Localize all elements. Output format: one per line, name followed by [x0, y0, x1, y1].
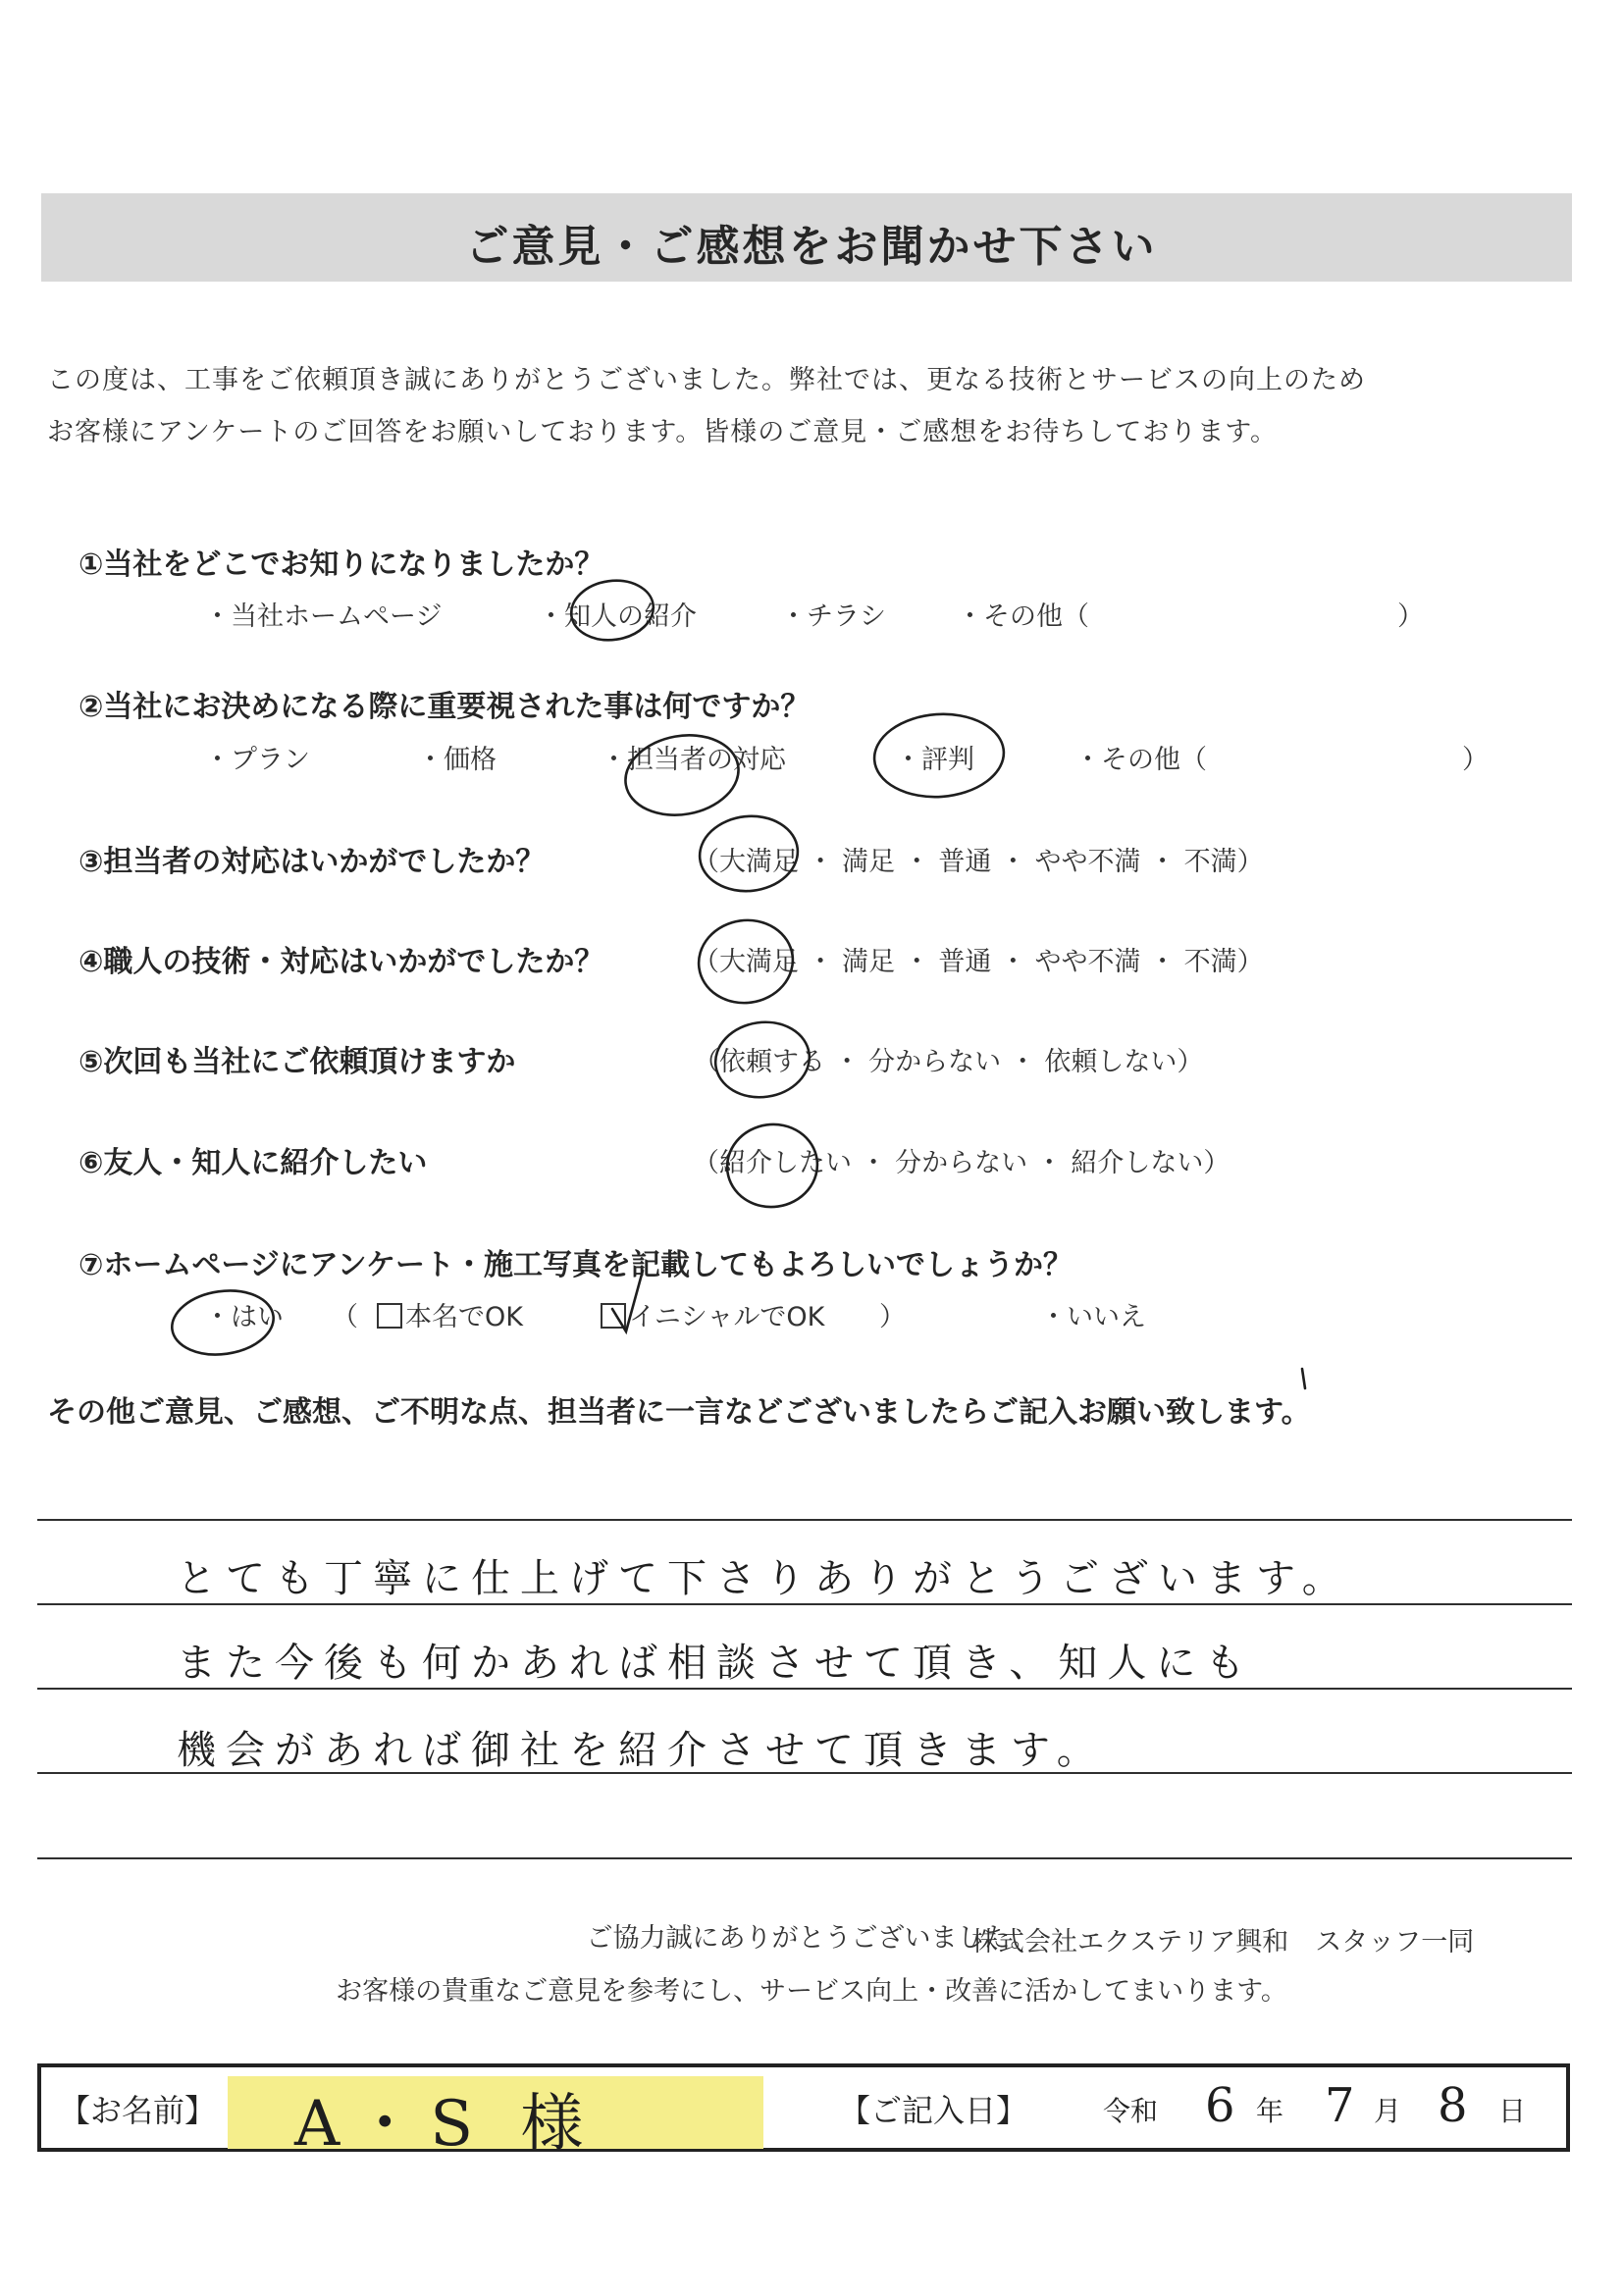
answer-circle: [168, 1284, 278, 1361]
thanks-line-1: ご協力誠にありがとうございました。: [586, 1923, 1037, 1954]
q2-option-other[interactable]: ・その他（: [1074, 745, 1207, 775]
comment-line-2[interactable]: また今後も何かあれば相談させて頂き、知人にも: [177, 1641, 1255, 1686]
question-3: ③担当者の対応はいかがでしたか？: [79, 845, 546, 879]
answer-circle: [567, 575, 657, 645]
q7-option-no[interactable]: ・いいえ: [1040, 1302, 1146, 1332]
q2-other-close: ）: [1462, 745, 1489, 775]
answer-circle: [871, 709, 1007, 801]
date-month[interactable]: 7: [1325, 2078, 1355, 2133]
thanks-line-2: お客様の貴重なご意見を参考にし、サービス向上・改善に活かしてまいります。: [336, 1976, 1287, 2007]
q2-option-reputation[interactable]: ・評判: [895, 745, 974, 775]
q6-rating-scale[interactable]: （紹介したい ・ 分からない ・ 紹介しない）: [693, 1148, 1230, 1178]
date-month-unit: 月: [1374, 2095, 1402, 2127]
date-era: 令和: [1103, 2095, 1159, 2127]
customer-name[interactable]: A・S 様: [294, 2088, 598, 2161]
date-day-unit: 日: [1498, 2095, 1527, 2127]
company-footer: 株式会社エクステリア興和 スタッフ一同: [971, 1927, 1475, 1957]
q7-close-paren: ）: [879, 1302, 906, 1332]
answer-circle: [696, 811, 801, 896]
q2-option-price[interactable]: ・価格: [417, 745, 497, 775]
q7-option-yes[interactable]: ・はい: [204, 1302, 284, 1332]
date-year-unit: 年: [1256, 2095, 1284, 2127]
question-7: ⑦ホームページにアンケート・施工写真を記載してもよろしいでしょうか？: [79, 1248, 1073, 1282]
question-2: ②当社にお決めになる際に重要視された事は何ですか？: [79, 690, 811, 724]
intro-line-1: この度は、工事をご依頼頂き誠にありがとうございました。弊社では、更なる技術とサービスの向上のため: [47, 365, 1366, 395]
page-title: ご意見・ご感想をお聞かせ下さい: [465, 222, 1158, 272]
q5-rating-scale[interactable]: （依頼する ・ 分からない ・ 依頼しない）: [693, 1047, 1204, 1077]
q1-option-flyer[interactable]: ・チラシ: [780, 601, 886, 632]
q1-option-homepage[interactable]: ・当社ホームページ: [204, 601, 443, 632]
answer-circle: [722, 1119, 823, 1213]
date-day[interactable]: 8: [1438, 2078, 1468, 2133]
q2-option-staff-response[interactable]: ・担当者の対応: [601, 745, 786, 775]
question-4: ④職人の技術・対応はいかがでしたか？: [79, 945, 604, 979]
q1-option-other[interactable]: ・その他（: [957, 601, 1089, 632]
answer-circle: [694, 914, 799, 1010]
q1-option-referral[interactable]: ・知人の紹介: [538, 601, 697, 632]
intro-line-2: お客様にアンケートのご回答をお願いしております。皆様のご意見・ご感想をお待ちしております。: [47, 417, 1279, 447]
q7-open-paren: （: [332, 1302, 358, 1332]
checkmark: [612, 1271, 643, 1331]
date-year[interactable]: 6: [1205, 2078, 1235, 2133]
question-1: ①当社をどこでお知りになりましたか？: [79, 548, 604, 582]
q1-other-close: ）: [1397, 601, 1424, 632]
comment-line-3[interactable]: 機会があれば御社を紹介させて頂きます。: [177, 1728, 1106, 1773]
tick-mark: [1302, 1369, 1305, 1388]
answer-circle: [710, 1017, 814, 1104]
comment-prompt: その他ご意見、ご感想、ご不明な点、担当者に一言などございましたらご記入お願い致します。: [47, 1395, 1311, 1430]
answer-circle: [619, 727, 745, 824]
question-6: ⑥友人・知人に紹介したい: [79, 1146, 428, 1180]
date-label: 【ご記入日】: [839, 2092, 1028, 2129]
q3-rating-scale[interactable]: （大満足 ・ 満足 ・ 普通 ・ やや不満 ・ 不満）: [693, 847, 1264, 877]
q7-real-name-label: 本名でOK: [405, 1302, 523, 1332]
name-label: 【お名前】: [59, 2092, 217, 2129]
q2-option-plan[interactable]: ・プラン: [204, 745, 310, 775]
q7-initials-label: イニシャルでOK: [629, 1302, 825, 1332]
q4-rating-scale[interactable]: （大満足 ・ 満足 ・ 普通 ・ やや不満 ・ 不満）: [693, 947, 1264, 977]
question-5: ⑤次回も当社にご依頼頂けますか: [79, 1045, 516, 1079]
comment-line-1[interactable]: とても丁寧に仕上げて下さりありがとうございます。: [177, 1556, 1351, 1601]
